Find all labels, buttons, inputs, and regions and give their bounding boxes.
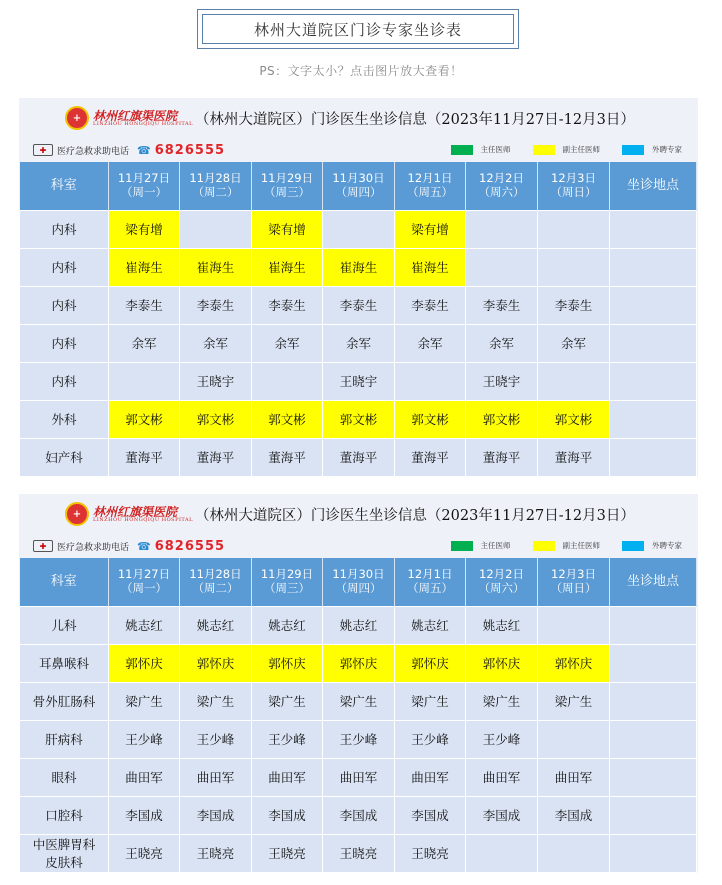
table-row [20,286,697,324]
doctor-cell: 王晓宇 [323,362,395,400]
doctor-cell: 梁有增 [252,210,323,248]
doctor-cell: 郭怀庆 [109,644,180,682]
legend-swatch [451,145,473,155]
doctor-cell: 郭文彬 [538,400,610,438]
dept-cell: 外科 [20,400,109,438]
doctor-cell: 李国成 [538,796,610,834]
doctor-cell: 崔海生 [109,248,180,286]
dept-cell: 内科 [20,210,109,248]
day-date: 12月2日 [479,170,524,185]
table-header-row [20,162,697,210]
legend-swatch [533,145,555,155]
column-header-day [323,162,395,210]
doctor-cell: 郭怀庆 [323,644,395,682]
doctor-cell: 王少峰 [323,720,395,758]
phone-icon: ☎ [137,143,151,157]
doctor-cell: 王晓宇 [466,362,538,400]
legend-swatch [622,145,644,155]
doctor-cell [538,606,610,644]
column-header-location: 坐诊地点 [610,558,697,606]
doctor-cell: 梁广生 [252,682,323,720]
doctor-cell: 崔海生 [323,248,395,286]
doctor-cell: 董海平 [180,438,252,476]
doctor-cell: 李泰生 [252,286,323,324]
doctor-cell: 李泰生 [109,286,180,324]
day-date: 11月27日 [117,566,171,581]
legend-label: 外聘专家 [652,541,682,550]
column-header-day [180,558,252,606]
doctor-cell: 王少峰 [466,720,538,758]
table-row [20,400,697,438]
day-weekday: （周六） [478,184,525,199]
dept-cell: 内科 [20,362,109,400]
doctor-cell: 余军 [180,324,252,362]
phone-icon: ☎ [137,539,151,553]
column-header-day [466,162,538,210]
hospital-logo [65,106,193,130]
doctor-cell: 姚志红 [395,606,466,644]
table-row [20,682,697,720]
hospital-name-cn: 林州红旗渠医院 [93,108,178,123]
hospital-name-en: LINZHOU HONGQIQU HOSPITAL [93,120,193,127]
doctor-cell: 梁广生 [109,682,180,720]
doctor-cell: 梁广生 [180,682,252,720]
legend-label: 主任医师 [480,541,511,550]
day-date: 11月27日 [117,170,171,185]
doctor-cell: 郭怀庆 [252,644,323,682]
doctor-cell: 曲田军 [323,758,395,796]
column-header-day [538,162,610,210]
doctor-cell: 郭文彬 [323,400,395,438]
table-row [20,438,697,476]
day-weekday: （周六） [478,580,525,595]
contact-bar [19,534,698,558]
day-weekday: （周三） [264,580,310,595]
doctor-cell: 王少峰 [109,720,180,758]
location-cell [610,324,697,362]
hospital-name-cn: 林州红旗渠医院 [93,504,178,519]
doctor-cell [538,210,610,248]
doctor-cell [538,362,610,400]
column-header-day [252,162,323,210]
ps-note: PS：文字太小？点击图片放大查看！ [259,64,463,78]
schedule-heading: （林州大道院区）门诊医生坐诊信息（2023年11月27日-12月3日） [194,507,635,524]
day-date: 11月30日 [332,170,385,185]
doctor-cell: 郭怀庆 [180,644,252,682]
dept-cell: 肝病科 [20,720,109,758]
table-row [20,720,697,758]
legend-swatch [533,541,555,551]
location-cell [610,210,697,248]
day-weekday: （周四） [335,184,382,199]
location-cell [610,758,697,796]
doctor-cell: 王晓亮 [323,834,395,872]
day-date: 11月29日 [260,170,314,185]
day-weekday: （周三） [264,184,310,199]
doctor-cell: 曲田军 [395,758,466,796]
table-row [20,362,697,400]
panel-header [19,494,698,534]
doctor-cell: 姚志红 [180,606,252,644]
doctor-cell [466,248,538,286]
doctor-cell [252,362,323,400]
table-row [20,324,697,362]
doctor-cell: 余军 [395,324,466,362]
legend-label: 主任医师 [480,145,511,154]
doctor-cell: 董海平 [323,438,395,476]
legend [429,540,683,551]
doctor-cell: 余军 [538,324,610,362]
hospital-logo [65,502,193,526]
legend-swatch [451,541,473,551]
schedule-table [19,558,697,873]
dept-cell: 儿科 [20,606,109,644]
doctor-cell: 王晓亮 [252,834,323,872]
hospital-emblem-icon: + [65,106,89,130]
emergency-label: 医疗急救求助电话 [57,146,130,157]
location-cell [610,362,697,400]
doctor-cell: 董海平 [109,438,180,476]
doctor-cell: 王晓亮 [109,834,180,872]
day-date: 12月1日 [407,566,453,581]
schedule-heading: （林州大道院区）门诊医生坐诊信息（2023年11月27日-12月3日） [194,111,635,128]
dept-cell: 内科 [20,286,109,324]
doctor-cell: 余军 [466,324,538,362]
day-weekday: （周一） [121,580,167,595]
emergency-phone: 6826555 [154,538,226,554]
doctor-cell [466,834,538,872]
dept-cell: 眼科 [20,758,109,796]
column-header-location: 坐诊地点 [610,162,697,210]
day-weekday: （周五） [407,184,453,199]
day-date: 12月3日 [551,566,596,581]
doctor-cell: 梁广生 [323,682,395,720]
doctor-cell [180,210,252,248]
doctor-cell: 董海平 [395,438,466,476]
day-date: 11月30日 [332,566,385,581]
doctor-cell: 曲田军 [109,758,180,796]
doctor-cell: 李泰生 [395,286,466,324]
location-cell [610,606,697,644]
day-date: 11月28日 [189,170,242,185]
doctor-cell: 李泰生 [323,286,395,324]
column-header-day [109,162,180,210]
hospital-name-en: LINZHOU HONGQIQU HOSPITAL [93,516,193,523]
doctor-cell [538,248,610,286]
day-weekday: （周五） [407,580,453,595]
day-weekday: （周二） [192,580,239,595]
column-header-day [395,558,466,606]
table-row [20,758,697,796]
column-header-day [109,558,180,606]
day-weekday: （周二） [192,184,239,199]
doctor-cell: 李国成 [466,796,538,834]
doctor-cell: 曲田军 [180,758,252,796]
ambulance-icon: ✚ [33,144,53,156]
doctor-cell: 梁广生 [395,682,466,720]
doctor-cell [395,362,466,400]
dept-cell: 骨外肛肠科 [20,682,109,720]
contact-bar [19,138,698,162]
doctor-cell [466,210,538,248]
schedule-panel [19,494,698,873]
day-date: 12月1日 [407,170,453,185]
table-row [20,644,697,682]
hospital-emblem-icon: + [65,502,89,526]
doctor-cell: 郭怀庆 [538,644,610,682]
dept-cell: 耳鼻喉科 [20,644,109,682]
doctor-cell: 崔海生 [180,248,252,286]
legend-label: 副主任医师 [562,541,600,550]
doctor-cell: 王少峰 [395,720,466,758]
table-header-row [20,558,697,606]
page-title: 林州大道院区门诊专家坐诊表 [202,14,514,44]
schedule-panel [19,98,698,477]
doctor-cell: 曲田军 [252,758,323,796]
schedule-table [19,162,697,477]
location-cell [610,682,697,720]
doctor-cell: 李泰生 [538,286,610,324]
doctor-cell [538,720,610,758]
doctor-cell: 郭文彬 [395,400,466,438]
doctor-cell: 李泰生 [466,286,538,324]
legend [429,144,683,155]
doctor-cell: 姚志红 [466,606,538,644]
doctor-cell: 梁有增 [109,210,180,248]
doctor-cell: 梁广生 [538,682,610,720]
day-weekday: （周四） [335,580,382,595]
column-header-day [395,162,466,210]
doctor-cell: 王少峰 [180,720,252,758]
location-cell [610,438,697,476]
emergency-phone: 6826555 [154,142,226,158]
doctor-cell: 余军 [109,324,180,362]
doctor-cell: 郭文彬 [252,400,323,438]
day-date: 11月29日 [260,566,314,581]
dept-cell: 妇产科 [20,438,109,476]
legend-label: 外聘专家 [652,145,682,154]
doctor-cell: 董海平 [538,438,610,476]
column-header-day [323,558,395,606]
doctor-cell: 李国成 [323,796,395,834]
day-weekday: （周日） [550,580,597,595]
legend-label: 副主任医师 [562,145,600,154]
location-cell [610,400,697,438]
table-row [20,248,697,286]
day-weekday: （周日） [550,184,597,199]
table-row [20,834,697,872]
doctor-cell: 董海平 [252,438,323,476]
day-date: 12月2日 [479,566,524,581]
doctor-cell: 曲田军 [538,758,610,796]
doctor-cell: 李国成 [109,796,180,834]
doctor-cell: 郭怀庆 [395,644,466,682]
doctor-cell: 郭文彬 [466,400,538,438]
dept-cell: 内科 [20,324,109,362]
column-header-dept: 科室 [20,558,109,606]
location-cell [610,796,697,834]
emergency-label: 医疗急救求助电话 [57,542,130,553]
table-row [20,796,697,834]
doctor-cell: 曲田军 [466,758,538,796]
doctor-cell: 梁有增 [395,210,466,248]
page-title-box [197,9,519,49]
doctor-cell: 崔海生 [252,248,323,286]
column-header-day [252,558,323,606]
table-row [20,210,697,248]
doctor-cell: 姚志红 [252,606,323,644]
legend-swatch [622,541,644,551]
column-header-day [538,558,610,606]
doctor-cell: 李国成 [180,796,252,834]
doctor-cell [323,210,395,248]
location-cell [610,834,697,872]
doctor-cell: 郭怀庆 [466,644,538,682]
doctor-cell: 郭文彬 [180,400,252,438]
location-cell [610,720,697,758]
doctor-cell: 李国成 [395,796,466,834]
doctor-cell: 李泰生 [180,286,252,324]
doctor-cell: 郭文彬 [109,400,180,438]
dept-cell: 内科 [20,248,109,286]
doctor-cell: 姚志红 [323,606,395,644]
doctor-cell: 梁广生 [466,682,538,720]
doctor-cell: 王晓宇 [180,362,252,400]
column-header-day [466,558,538,606]
doctor-cell [109,362,180,400]
doctor-cell: 余军 [323,324,395,362]
day-date: 12月3日 [551,170,596,185]
doctor-cell: 李国成 [252,796,323,834]
column-header-day [180,162,252,210]
doctor-cell: 王少峰 [252,720,323,758]
doctor-cell: 姚志红 [109,606,180,644]
day-date: 11月28日 [189,566,242,581]
doctor-cell [538,834,610,872]
doctor-cell: 王晓亮 [395,834,466,872]
ambulance-icon: ✚ [33,540,53,552]
location-cell [610,286,697,324]
dept-cell: 中医脾胃科 皮肤科 [20,834,109,872]
panel-header [19,98,698,138]
location-cell [610,644,697,682]
dept-cell: 口腔科 [20,796,109,834]
doctor-cell: 崔海生 [395,248,466,286]
doctor-cell: 董海平 [466,438,538,476]
doctor-cell: 余军 [252,324,323,362]
table-row [20,606,697,644]
doctor-cell: 王晓亮 [180,834,252,872]
location-cell [610,248,697,286]
day-weekday: （周一） [121,184,167,199]
column-header-dept: 科室 [20,162,109,210]
